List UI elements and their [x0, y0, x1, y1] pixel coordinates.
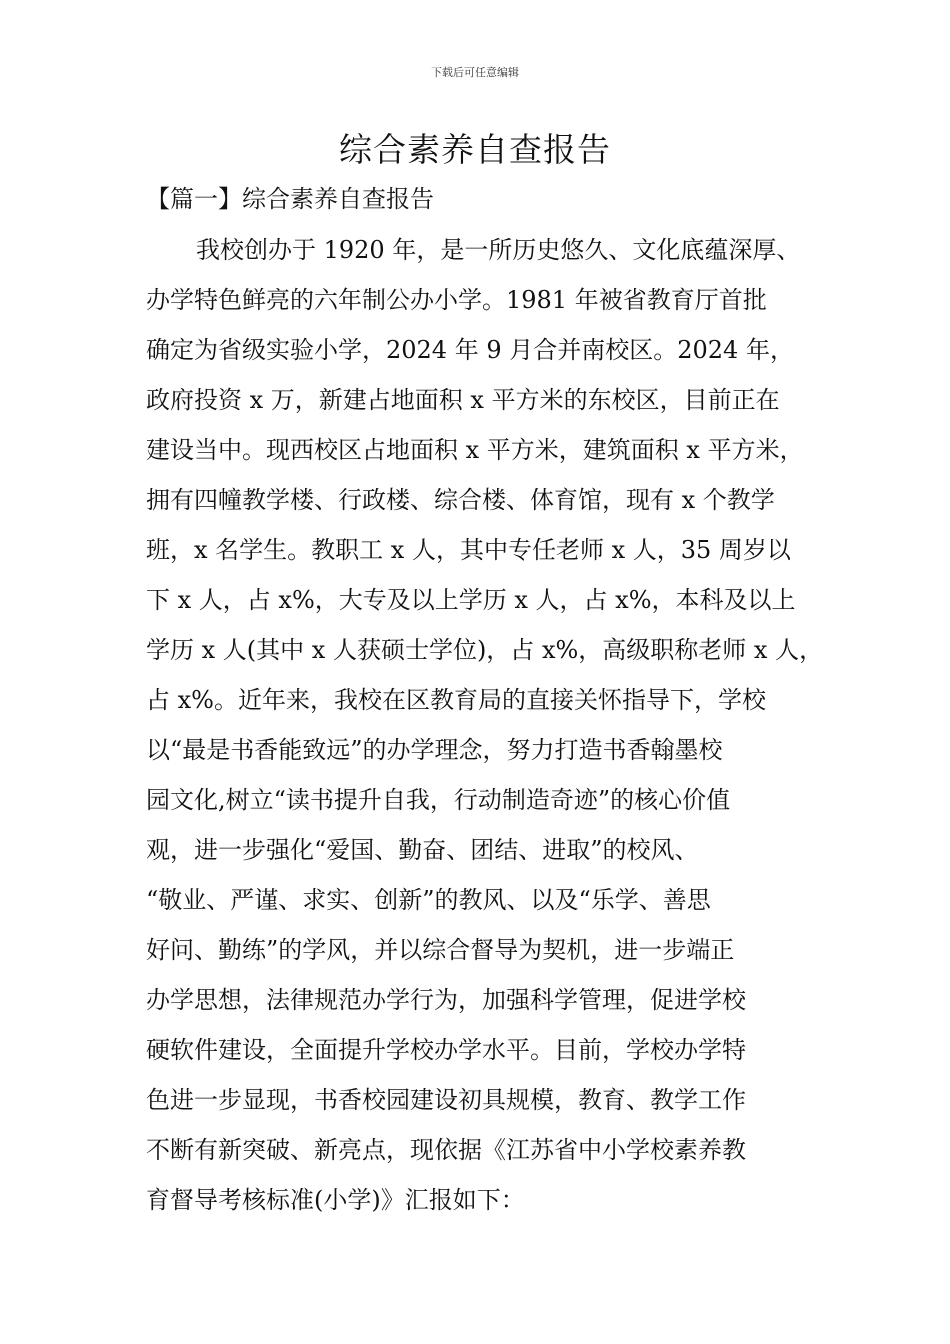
paragraph-line: 色进一步显现，书香校园建设初具规模，教育、教学工作 [146, 1086, 746, 1114]
paragraph-line: 建设当中。现西校区占地面积 x 平方米，建筑面积 x 平方米， [146, 436, 804, 464]
paragraph-line: 办学特色鲜亮的六年制公办小学。1981 年被省教育厅首批 [146, 286, 767, 314]
section-heading: 【篇一】综合素养自查报告 [146, 185, 434, 213]
paragraph-line: 下 x 人，占 x%，大专及以上学历 x 人，占 x%，本科及以上 [146, 586, 796, 614]
paragraph-line: 不断有新突破、新亮点，现依据《江苏省中小学校素养教 [146, 1136, 746, 1164]
paragraph-line: 观，进一步强化“爱国、勤奋、团结、进取”的校风、 [146, 836, 699, 864]
paragraph-line: 班，x 名学生。教职工 x 人，其中专任老师 x 人，35 周岁以 [146, 536, 791, 564]
body-paragraph [146, 228, 826, 1228]
paragraph-line: 占 x%。近年来，我校在区教育局的直接关怀指导下，学校 [146, 686, 766, 714]
paragraph-line: 政府投资 x 万，新建占地面积 x 平方米的东校区，目前正在 [146, 386, 780, 414]
paragraph-line: 拥有四幢教学楼、行政楼、综合楼、体育馆，现有 x 个教学 [146, 486, 775, 514]
paragraph-line: 办学思想，法律规范办学行为，加强科学管理，促进学校 [146, 986, 746, 1014]
header-note: 下载后可任意编辑 [431, 66, 519, 79]
paragraph-line: 园文化,树立“读书提升自我，行动制造奇迹”的核心价值 [146, 786, 731, 814]
paragraph-line: 好问、勤练”的学风，并以综合督导为契机，进一步端正 [146, 936, 735, 964]
paragraph-line: 学历 x 人(其中 x 人获硕士学位)，占 x%，高级职称老师 x 人， [146, 636, 824, 664]
paragraph-line: 育督导考核标准(小学)》汇报如下： [146, 1186, 525, 1214]
paragraph-line: 硬软件建设，全面提升学校办学水平。目前，学校办学特 [146, 1036, 746, 1064]
paragraph-line: “敬业、严谨、求实、创新”的教风、以及“乐学、善思 [146, 886, 711, 914]
paragraph-line: 我校创办于 1920 年，是一所历史悠久、文化底蕴深厚、 [196, 236, 801, 264]
document-title: 综合素养自查报告 [339, 130, 611, 169]
paragraph-line: 确定为省级实验小学，2024 年 9 月合并南校区。2024 年， [146, 336, 794, 364]
paragraph-line: 以“最是书香能致远”的办学理念，努力打造书香翰墨校 [146, 736, 723, 764]
